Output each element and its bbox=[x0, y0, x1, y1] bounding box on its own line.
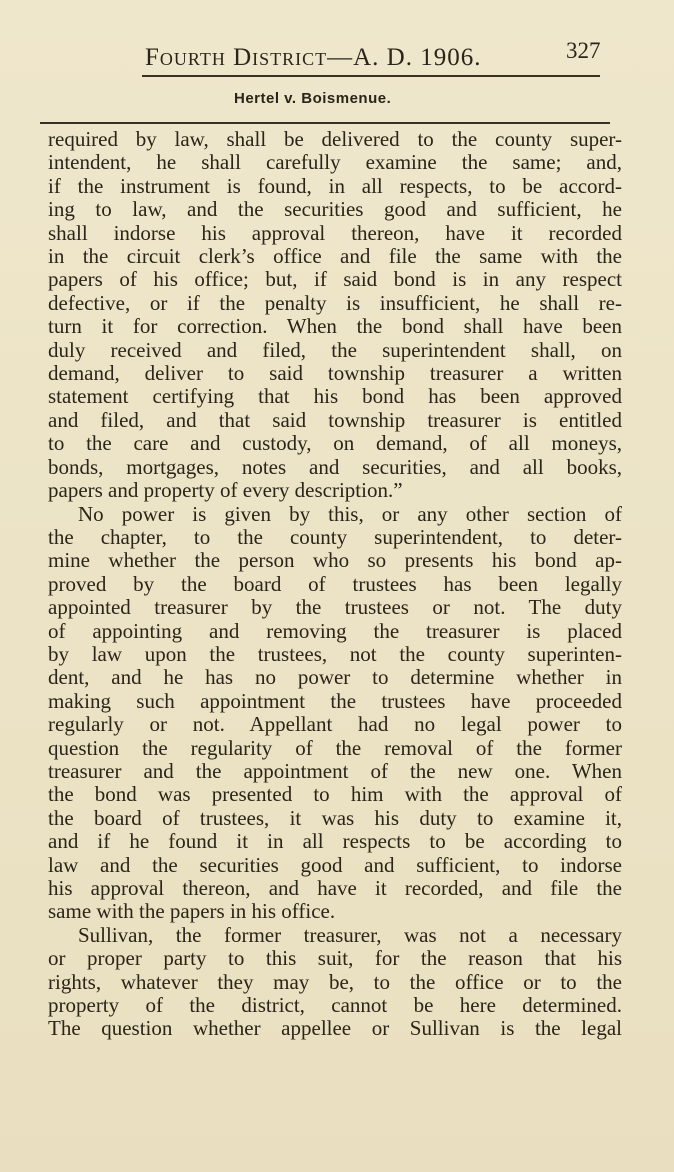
text-line: statement certifying that his bond has been approved bbox=[48, 384, 622, 409]
text-line: papers of his office; but, if said bond is in any respect bbox=[48, 267, 622, 292]
text-line: question the regularity of the removal of the former bbox=[48, 735, 622, 760]
text-line: mine whether the person who so presents his bond ap- bbox=[48, 548, 622, 573]
text-line: or proper party to this suit, for the reason that his bbox=[48, 946, 622, 971]
text-line: Sullivan, the former treasurer, was not a necessary bbox=[78, 922, 622, 947]
text-line: same with the papers in his office. bbox=[48, 899, 336, 924]
text-line: defective, or if the penalty is insufficient, he shall re- bbox=[48, 290, 622, 315]
text-line: The question whether appellee or Sullivan is the legal bbox=[48, 1016, 622, 1041]
text-line: ing to law, and the securities good and sufficient, he bbox=[48, 197, 622, 222]
text-line: bonds, mortgages, notes and securities, and all books, bbox=[48, 454, 622, 479]
text-line: treasurer and the appointment of the new one. When bbox=[48, 758, 622, 783]
text-line: duly received and filed, the superintendent shall, on bbox=[48, 337, 622, 362]
case-name-rule bbox=[40, 122, 610, 124]
paragraph bbox=[48, 924, 622, 1041]
text-line: papers and property of every description.” bbox=[48, 478, 403, 503]
text-line: by law upon the trustees, not the county superinten- bbox=[48, 641, 622, 666]
text-line: his approval thereon, and have it recorded, and file the bbox=[48, 876, 622, 900]
text-line: appointed treasurer by the trustees or not. The duty bbox=[48, 595, 622, 620]
text-line: turn it for correction. When the bond shall have been bbox=[48, 314, 622, 339]
text-line: regularly or not. Appellant had no legal power to bbox=[48, 712, 622, 737]
paragraph bbox=[48, 503, 622, 924]
running-head-title: Fourth District—A. D. 1906. bbox=[145, 44, 482, 71]
body-text bbox=[48, 128, 622, 1041]
text-line: the chapter, to the county superintendent, to deter- bbox=[48, 524, 622, 549]
header-rule bbox=[142, 75, 600, 77]
text-line: in the circuit clerk’s office and file the same with the bbox=[48, 244, 622, 269]
text-line: to the care and custody, on demand, of all moneys, bbox=[48, 431, 622, 456]
text-line: of appointing and removing the treasurer is placed bbox=[48, 618, 622, 643]
text-line: shall indorse his approval thereon, have it recorded bbox=[48, 220, 622, 245]
text-line: intendent, he shall carefully examine the same; and, bbox=[48, 150, 622, 175]
text-line: law and the securities good and sufficient, to indorse bbox=[48, 852, 622, 877]
text-line: property of the district, cannot be here determined. bbox=[48, 993, 622, 1018]
text-line: making such appointment the trustees have proceeded bbox=[48, 688, 622, 713]
text-line: and filed, and that said township treasurer is entitled bbox=[48, 407, 622, 432]
text-line: demand, deliver to said township treasurer a written bbox=[48, 361, 622, 386]
text-line: the bond was presented to him with the approval of bbox=[48, 782, 622, 807]
page-number: 327 bbox=[566, 38, 601, 63]
text-line: dent, and he has no power to determine whether in bbox=[48, 665, 622, 690]
text-line: if the instrument is found, in all respects, to be accord- bbox=[48, 173, 622, 198]
running-head bbox=[0, 38, 674, 72]
case-name: Hertel v. Boismenue. bbox=[234, 90, 392, 107]
text-line: rights, whatever they may be, to the office or to the bbox=[48, 969, 622, 994]
text-line: No power is given by this, or any other section of bbox=[78, 501, 622, 526]
text-line: required by law, shall be delivered to the county super- bbox=[48, 127, 622, 151]
paragraph bbox=[48, 128, 622, 503]
text-line: and if he found it in all respects to be according to bbox=[48, 829, 622, 854]
text-line: the board of trustees, it was his duty to examine it, bbox=[48, 805, 622, 830]
text-line: proved by the board of trustees has been legally bbox=[48, 571, 622, 596]
